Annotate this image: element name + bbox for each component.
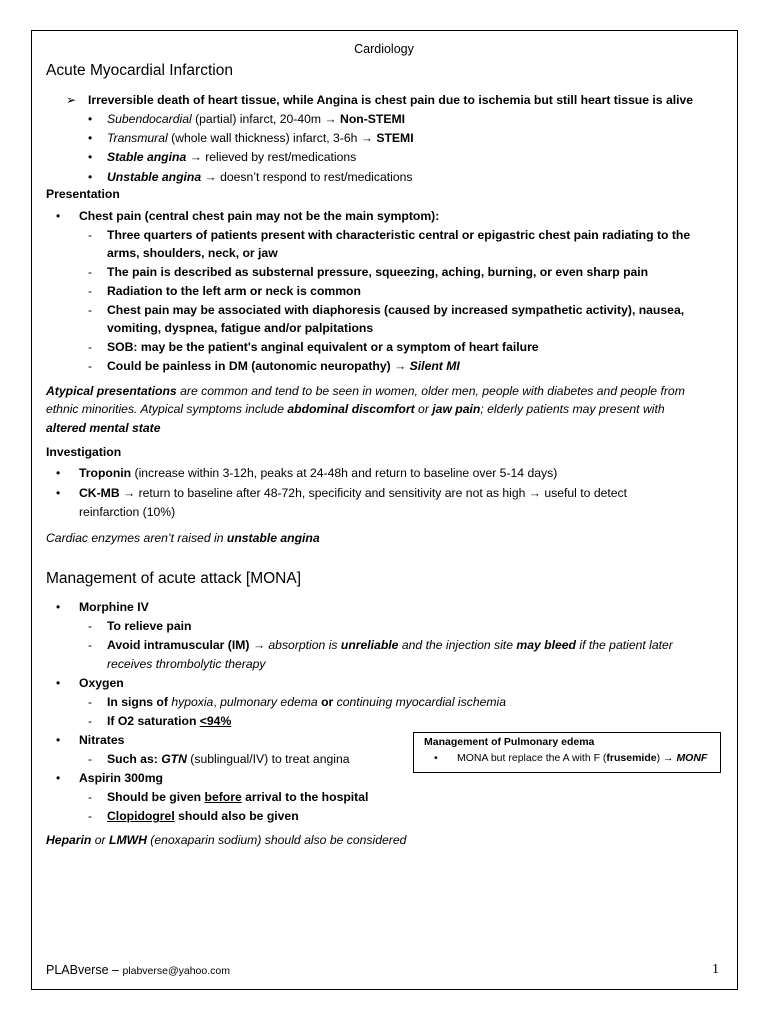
section-heading-presentation: Presentation bbox=[46, 187, 120, 201]
list-item: Clopidogrel should also be given bbox=[107, 809, 299, 823]
dash-icon: - bbox=[88, 359, 92, 373]
list-item: Three quarters of patients present with characteristic central or epigastric chest pain radiating to the bbox=[107, 228, 691, 242]
list-item: To relieve pain bbox=[107, 619, 192, 633]
list-item: Should be given before arrival to the hospital bbox=[107, 790, 369, 804]
bullet-icon: • bbox=[56, 676, 61, 690]
list-item: The pain is described as substernal pressure, squeezing, aching, burning, or even sharp pain bbox=[107, 265, 649, 279]
list-item: If O2 saturation <94% bbox=[107, 714, 232, 728]
bullet-icon: • bbox=[88, 150, 93, 164]
list-item: Transmural (whole wall thickness) infarct, 3-6h → STEMI bbox=[107, 131, 414, 145]
box-item: MONA but replace the A with F (frusemide) → MONF bbox=[457, 752, 708, 764]
dash-icon: - bbox=[88, 809, 92, 823]
list-item: reinfarction (10%) bbox=[79, 505, 176, 519]
page-number: 1 bbox=[712, 962, 719, 977]
list-item: Such as: GTN (sublingual/IV) to treat angina bbox=[107, 752, 350, 766]
dash-icon: - bbox=[88, 695, 92, 709]
list-item: In signs of hypoxia, pulmonary edema or continuing myocardial ischemia bbox=[107, 695, 507, 709]
bullet-icon: • bbox=[56, 771, 61, 785]
list-item: Morphine IV bbox=[79, 600, 149, 614]
footer-brand: PLABverse – plabverse@yahoo.com bbox=[46, 963, 230, 977]
note-line: Cardiac enzymes aren’t raised in unstable angina bbox=[46, 531, 320, 545]
dash-icon: - bbox=[88, 714, 92, 728]
dash-icon: - bbox=[88, 284, 92, 298]
list-item: Oxygen bbox=[79, 676, 124, 690]
atypical-line: altered mental state bbox=[46, 421, 161, 435]
atypical-line: ethnic minorities. Atypical symptoms include abdominal discomfort or jaw pain; elderly patients may present with bbox=[46, 402, 665, 416]
list-item: vomiting, dyspnea, fatigue and/or palpitations bbox=[107, 321, 374, 335]
list-item: Could be painless in DM (autonomic neuropathy) → Silent MI bbox=[107, 359, 460, 373]
bullet-icon: • bbox=[56, 600, 61, 614]
footer-email: plabverse@yahoo.com bbox=[122, 965, 230, 977]
bullet-icon: • bbox=[88, 112, 93, 126]
bullet-icon: • bbox=[88, 131, 93, 145]
list-item: receives thrombolytic therapy bbox=[107, 657, 266, 671]
list-item: Nitrates bbox=[79, 733, 125, 747]
dash-icon: - bbox=[88, 265, 92, 279]
dash-icon: - bbox=[88, 638, 92, 652]
bullet-icon: • bbox=[56, 486, 61, 500]
bullet-icon: • bbox=[434, 752, 438, 764]
bullet-icon: • bbox=[88, 170, 93, 184]
dash-icon: - bbox=[88, 790, 92, 804]
arrow-bullet-icon: ➢ bbox=[66, 93, 77, 107]
list-item: Unstable angina → doesn’t respond to rest/medications bbox=[107, 170, 413, 184]
heading-management: Management of acute attack [MONA] bbox=[46, 570, 302, 587]
list-item: CK-MB → return to baseline after 48-72h, specificity and sensitivity are not as high → useful to detect bbox=[79, 486, 628, 500]
intro-line: Irreversible death of heart tissue, while Angina is chest pain due to ischemia but still heart tissue is alive bbox=[88, 93, 694, 107]
heparin-line: Heparin or LMWH (enoxaparin sodium) should also be considered bbox=[46, 833, 407, 847]
atypical-line: Atypical presentations are common and tend to be seen in women, older men, people with diabetes and people from bbox=[46, 384, 685, 398]
list-item: Avoid intramuscular (IM) → absorption is unreliable and the injection site may bleed if the patient later bbox=[107, 638, 673, 652]
dash-icon: - bbox=[88, 303, 92, 317]
list-item: Stable angina → relieved by rest/medications bbox=[107, 150, 357, 164]
bullet-icon: • bbox=[56, 209, 61, 223]
page-header: Cardiology bbox=[354, 42, 414, 56]
list-item: Radiation to the left arm or neck is common bbox=[107, 284, 361, 298]
list-item: Aspirin 300mg bbox=[79, 771, 163, 785]
dash-icon: - bbox=[88, 619, 92, 633]
bullet-icon: • bbox=[56, 733, 61, 747]
chest-pain-item: Chest pain (central chest pain may not be the main symptom): bbox=[79, 209, 440, 223]
bullet-icon: • bbox=[56, 466, 61, 480]
dash-icon: - bbox=[88, 340, 92, 354]
list-item: Troponin (increase within 3-12h, peaks at 24-48h and return to baseline over 5-14 days) bbox=[79, 466, 558, 480]
dash-icon: - bbox=[88, 228, 92, 242]
dash-icon: - bbox=[88, 752, 92, 766]
list-item: arms, shoulders, neck, or jaw bbox=[107, 246, 278, 260]
box-title: Management of Pulmonary edema bbox=[424, 736, 595, 748]
heading-acute-mi: Acute Myocardial Infarction bbox=[46, 62, 233, 79]
list-item: SOB: may be the patient's anginal equivalent or a symptom of heart failure bbox=[107, 340, 539, 354]
list-item: Subendocardial (partial) infarct, 20-40m → Non-STEMI bbox=[107, 112, 406, 126]
list-item: Chest pain may be associated with diaphoresis (caused by increased sympathetic activity), nausea, bbox=[107, 303, 685, 317]
section-heading-investigation: Investigation bbox=[46, 445, 122, 459]
